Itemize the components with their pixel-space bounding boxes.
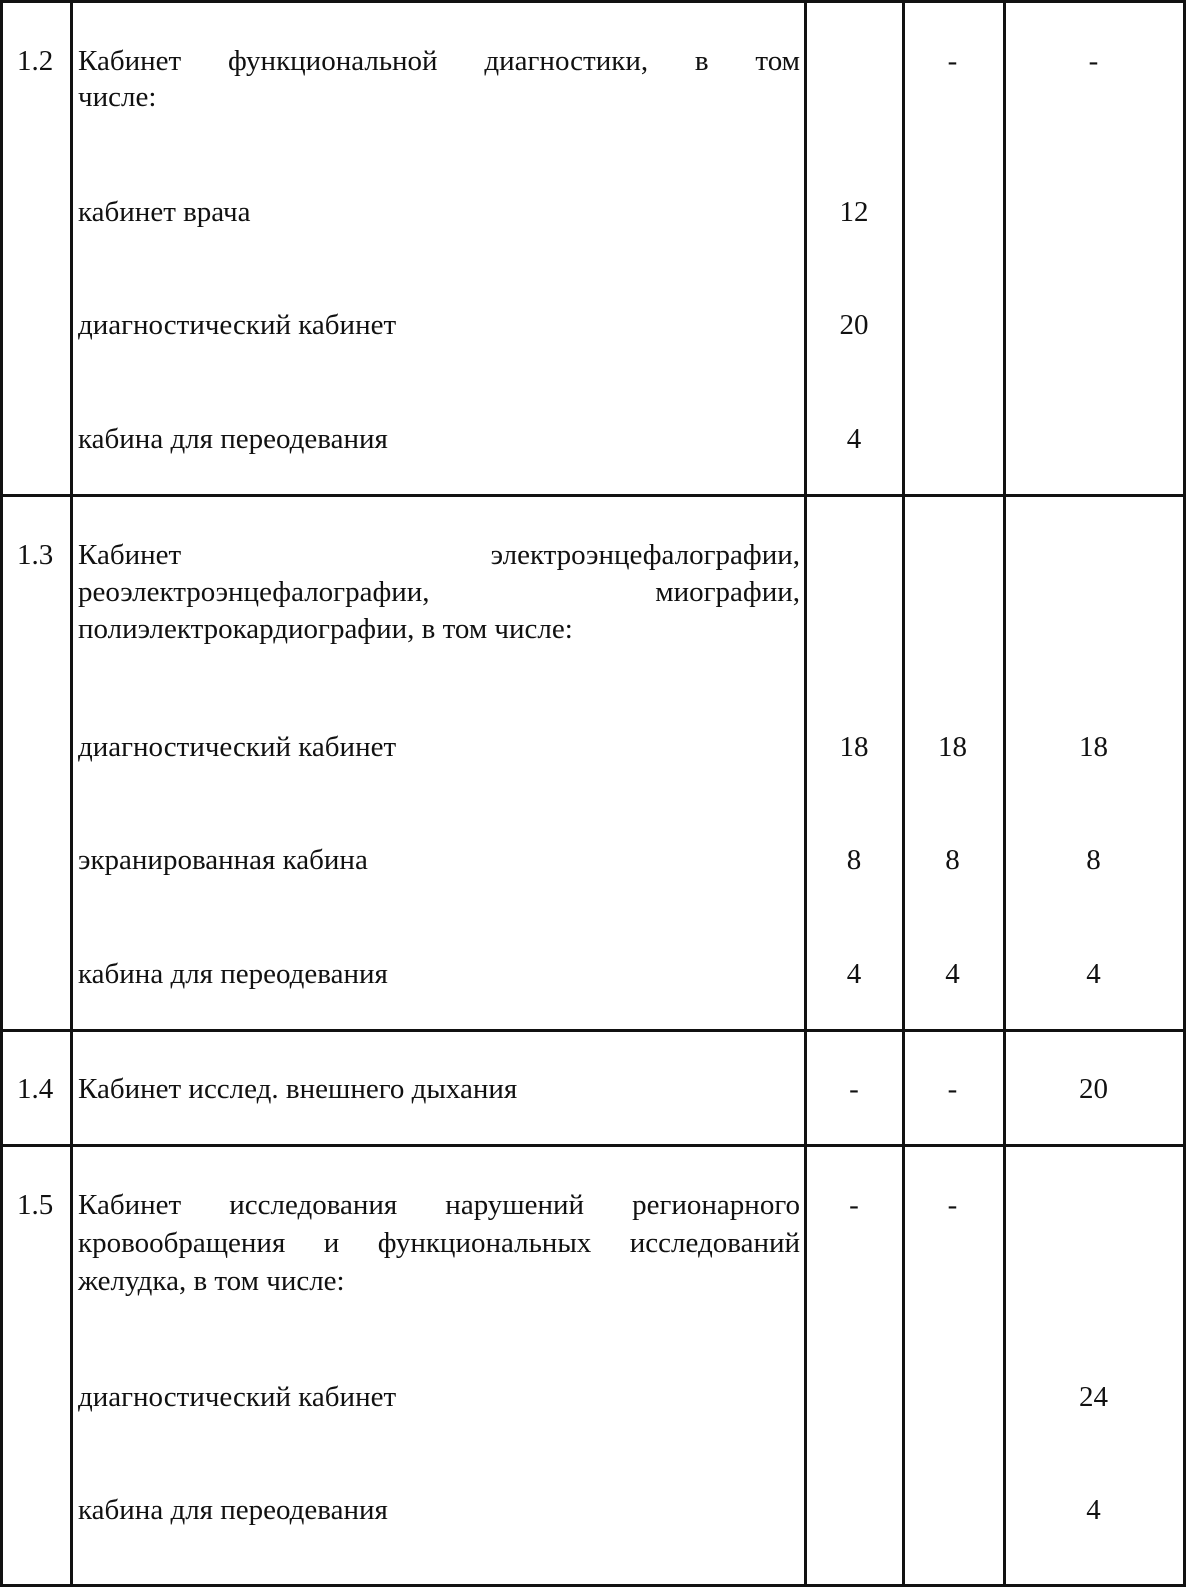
cell-value: - [1088, 45, 1099, 77]
list-item: кабина для переодевания [78, 958, 388, 990]
cell-value: 4 [945, 958, 960, 990]
cell-value: 4 [846, 423, 862, 455]
list-item: экранированная кабина [78, 844, 368, 876]
row-title: Кабинет исслед. внешнего дыхания [78, 1073, 518, 1105]
table-divider-number [70, 0, 73, 1587]
row-number: 1.3 [17, 539, 54, 571]
table-divider-col3 [1003, 0, 1006, 1587]
row-title-line: полиэлектрокардиографии, в том числе: [78, 613, 573, 645]
list-item: кабина для переодевания [78, 1494, 388, 1526]
cell-value: - [849, 1189, 859, 1221]
cell-value: 4 [1086, 958, 1101, 990]
cell-value: - [947, 1073, 958, 1105]
cell-value: 8 [846, 844, 862, 876]
cell-value: 4 [1086, 1494, 1101, 1526]
row-title-line: кровообращения и функциональных исследований [78, 1227, 800, 1259]
list-item: диагностический кабинет [78, 731, 397, 763]
cell-value: 4 [846, 958, 862, 990]
cell-value: - [849, 1073, 859, 1105]
row-number: 1.4 [17, 1073, 54, 1105]
row-border-1-2 [0, 494, 1186, 497]
row-border-1-3 [0, 1029, 1186, 1032]
cell-value: - [947, 1189, 958, 1221]
cell-value: 8 [945, 844, 960, 876]
list-item: кабинет врача [78, 196, 251, 228]
list-item: диагностический кабинет [78, 1381, 397, 1413]
list-item: кабина для переодевания [78, 423, 388, 455]
row-title-line: Кабинет исследования нарушений регионарного [78, 1189, 800, 1221]
cell-value: 12 [839, 196, 869, 228]
table-divider-name [804, 0, 807, 1587]
cell-value: - [947, 45, 958, 77]
table-divider-col2 [902, 0, 905, 1587]
cell-value: 8 [1086, 844, 1101, 876]
list-item: диагностический кабинет [78, 309, 397, 341]
row-title-line: реоэлектроэнцефалографии, миографии, [78, 576, 800, 608]
row-border-top [0, 0, 1186, 3]
row-number: 1.2 [17, 45, 54, 77]
row-title-line: Кабинет электроэнцефалографии, [78, 539, 800, 571]
cell-value: 20 [839, 309, 869, 341]
row-title-line: Кабинет функциональной диагностики, в том [78, 45, 800, 77]
row-number: 1.5 [17, 1189, 54, 1221]
cell-value: 20 [1079, 1073, 1108, 1105]
cell-value: 24 [1079, 1381, 1108, 1413]
row-border-1-4 [0, 1144, 1186, 1147]
cell-value: 18 [839, 731, 869, 763]
cell-value: 18 [1079, 731, 1108, 763]
table-border-left [0, 0, 3, 1587]
row-title-line: желудка, в том числе: [78, 1265, 345, 1297]
cell-value: 18 [938, 731, 967, 763]
table-border-right [1183, 0, 1186, 1587]
row-title-line: числе: [78, 81, 157, 113]
